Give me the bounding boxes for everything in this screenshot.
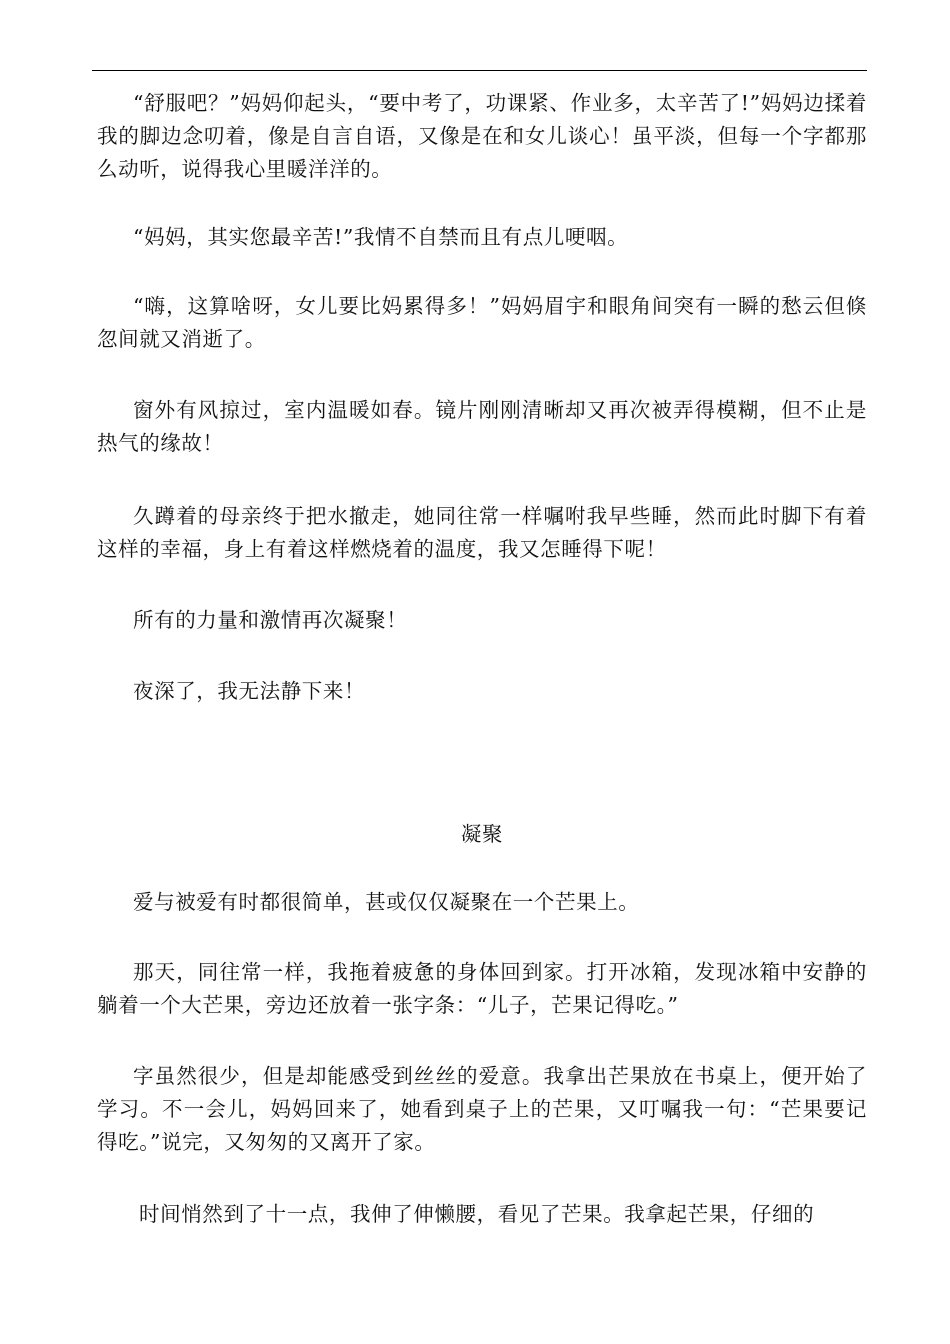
paragraph: 久蹲着的母亲终于把水撤走，她同往常一样嘱咐我早些睡，然而此时脚下有着这样的幸福，身上有着这样燃烧着的温度，我又怎睡得下呢！ xyxy=(97,504,867,561)
paragraph: “妈妈，其实您最辛苦!”我情不自禁而且有点儿哽咽。 xyxy=(133,225,629,249)
section-title: 凝聚 xyxy=(460,822,504,846)
paragraph: “嗨，这算啥呀，女儿要比妈累得多！”妈妈眉宇和眼角间突有一瞬的愁云但倏忽间就又消逝了。 xyxy=(97,294,867,351)
paragraph: 夜深了，我无法静下来！ xyxy=(133,679,366,703)
header-rule xyxy=(92,70,867,71)
paragraph: 那天，同往常一样，我拖着疲惫的身体回到家。打开冰箱，发现冰箱中安静的躺着一个大芒果，旁边还放着一张字条：“儿子，芒果记得吃。” xyxy=(97,960,867,1017)
paragraph: “舒服吧？”妈妈仰起头，“要中考了，功课紧、作业多，太辛苦了!”妈妈边揉着我的脚边念叨着，像是自言自语，又像是在和女儿谈心！虽平淡，但每一个字都那么动听，说得我心里暖洋洋的。 xyxy=(97,91,867,181)
paragraph: 时间悄然到了十一点，我伸了伸懒腰，看见了芒果。我拿起芒果，仔细的 xyxy=(139,1202,815,1226)
paragraph: 窗外有风掠过，室内温暖如春。镜片刚刚清晰却又再次被弄得模糊，但不止是热气的缘故！ xyxy=(97,398,867,455)
paragraph: 爱与被爱有时都很简单，甚或仅仅凝聚在一个芒果上。 xyxy=(133,890,640,914)
paragraph: 所有的力量和激情再次凝聚！ xyxy=(133,608,408,632)
paragraph: 字虽然很少，但是却能感受到丝丝的爱意。我拿出芒果放在书桌上，便开始了学习。不一会儿，妈妈回来了，她看到桌子上的芒果，又叮嘱我一句：“芒果要记得吃。”说完，又匆匆的又离开了家。 xyxy=(97,1064,867,1154)
